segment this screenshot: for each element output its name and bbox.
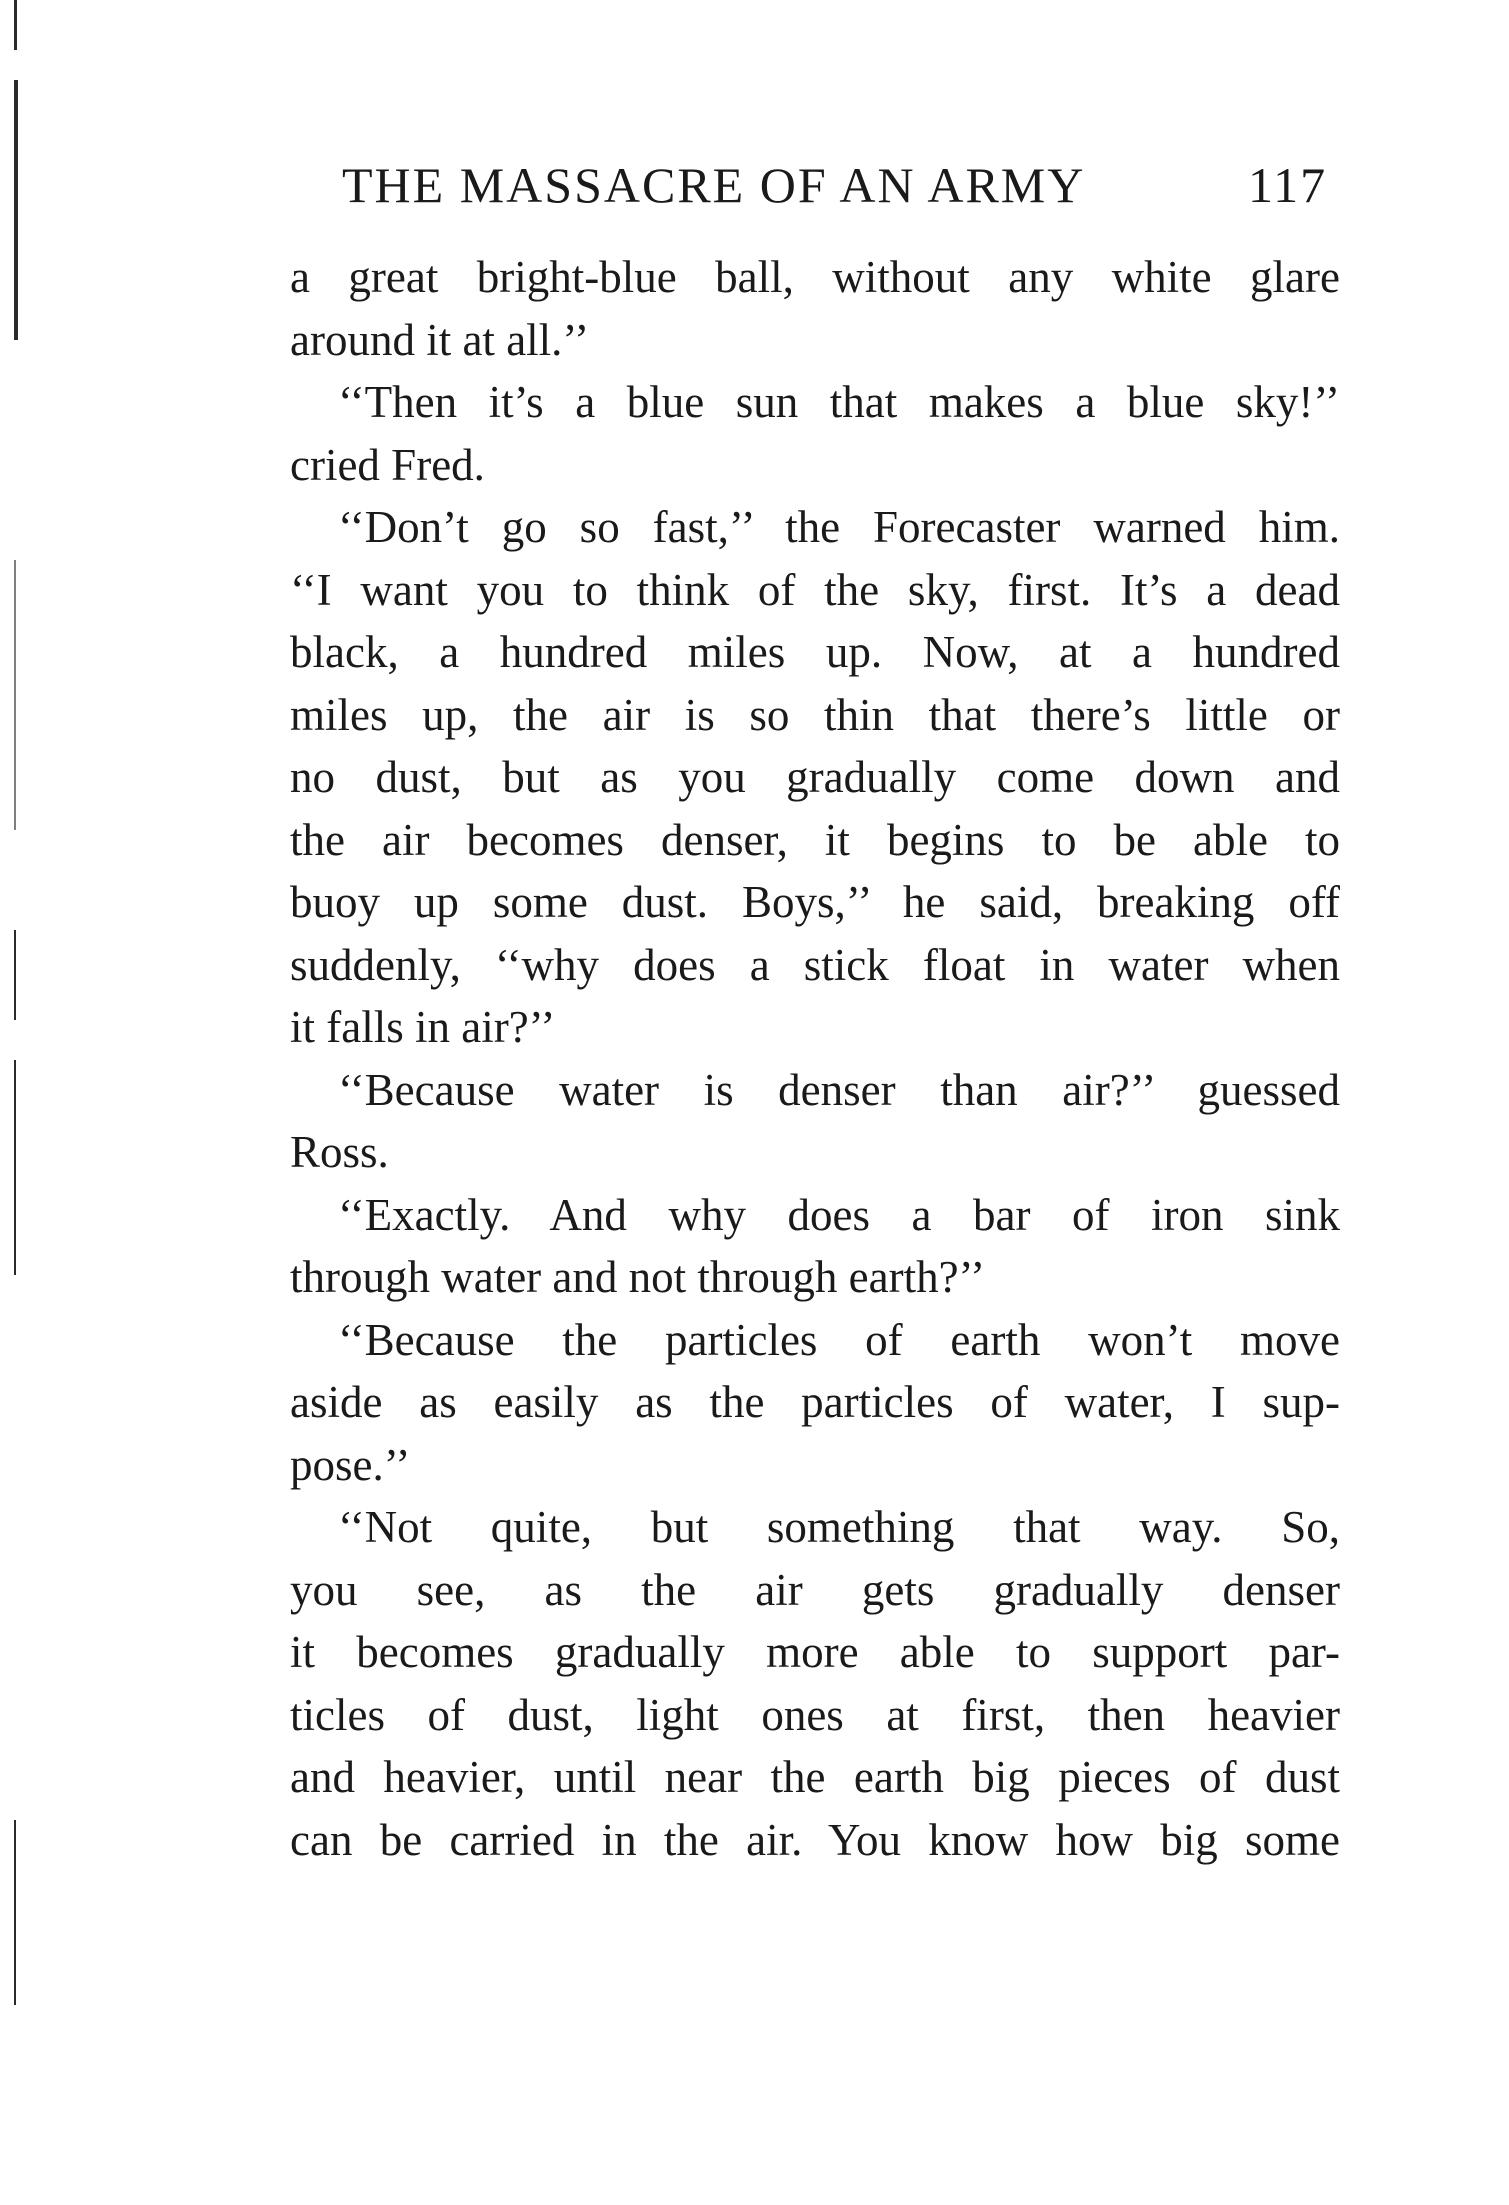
text-line: Ross.	[290, 1127, 389, 1177]
text-line: pose.’’	[290, 1439, 411, 1490]
text-line: cried Fred.	[290, 439, 485, 490]
text-line: a great bright-blue ball, without any white glare	[290, 252, 1340, 302]
text-line: buoy up some dust. Boys,’’ he said, breaking off	[290, 877, 1340, 927]
text-line: ‘‘Because water is denser than air?’’ guessed	[338, 1064, 1340, 1115]
text-line: ‘‘Don’t go so fast,’’ the Forecaster warned him.	[338, 502, 1340, 552]
binding-edge-mark	[14, 1060, 16, 1275]
text-line: ticles of dust, light ones at first, then heavier	[290, 1689, 1340, 1740]
text-line: aside as easily as the particles of water, I sup-	[290, 1377, 1340, 1427]
running-head: THE MASSACRE OF AN ARMY	[342, 157, 1086, 213]
text-line: black, a hundred miles up. Now, at a hundred	[290, 627, 1340, 677]
page-header	[342, 150, 1342, 230]
text-line: can be carried in the air. You know how big some	[290, 1814, 1340, 1865]
text-line: through water and not through earth?’’	[290, 1252, 986, 1302]
text-line: the air becomes denser, it begins to be able to	[290, 814, 1340, 865]
text-line: it falls in air?’’	[290, 1002, 556, 1052]
text-line: ‘‘I want you to think of the sky, first. It’s a dead	[290, 564, 1340, 615]
text-line: you see, as the air gets gradually denser	[290, 1564, 1340, 1615]
text-line: miles up, the air is so thin that there’s little or	[290, 689, 1340, 740]
text-line: it becomes gradually more able to support par-	[290, 1627, 1340, 1677]
binding-edge-mark	[14, 930, 16, 1020]
text-line: no dust, but as you gradually come down and	[290, 752, 1340, 802]
text-line: ‘‘Exactly. And why does a bar of iron sink	[338, 1189, 1340, 1240]
text-line: ‘‘Not quite, but something that way. So,	[338, 1502, 1340, 1552]
text-line: and heavier, until near the earth big pieces of dust	[290, 1752, 1340, 1802]
binding-edge-mark	[14, 80, 18, 340]
text-line: ‘‘Then it’s a blue sun that makes a blue sky!’’	[338, 377, 1340, 427]
body-text	[290, 246, 1340, 1871]
binding-edge-mark	[14, 1820, 16, 2005]
binding-edge-mark	[14, 560, 16, 830]
text-line: ‘‘Because the particles of earth won’t move	[338, 1314, 1340, 1365]
page-number: 117	[1248, 157, 1328, 213]
binding-edge-mark	[14, 0, 17, 50]
text-line: around it at all.’’	[290, 314, 590, 365]
text-line: suddenly, ‘‘why does a stick float in water when	[290, 939, 1340, 990]
